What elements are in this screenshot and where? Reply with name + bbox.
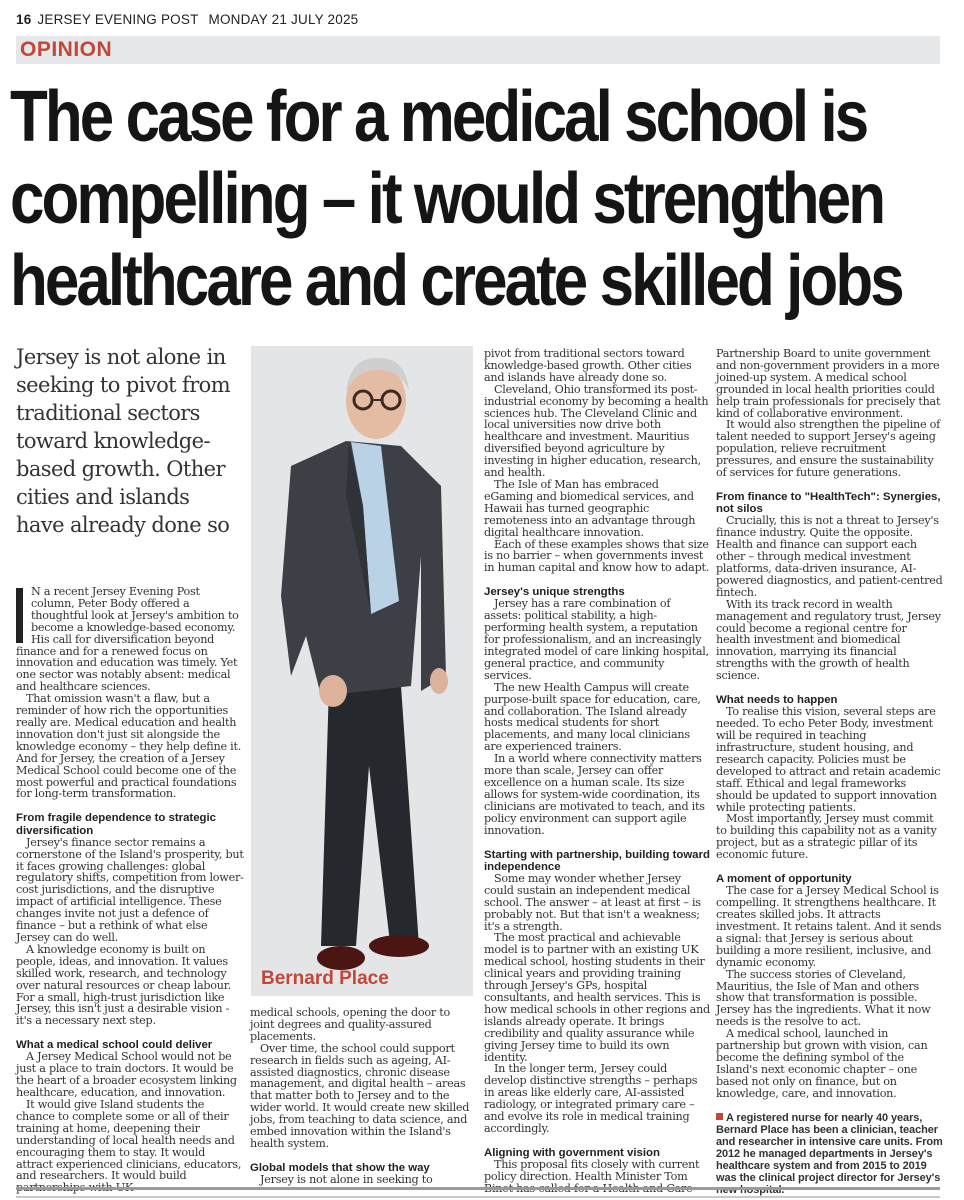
masthead	[16, 12, 358, 27]
section-label: OPINION	[20, 38, 113, 61]
standfirst: Jersey is not alone in seeking to pivot from traditional sectors toward knowledge-based growth. Other cities and islands have already done so	[16, 345, 231, 537]
subheading: From finance to "HealthTech": Synergies, not silos	[716, 490, 941, 516]
headline	[10, 76, 964, 322]
article-column-2	[250, 1007, 476, 1186]
paragraph: That omission wasn't a flaw, but a reminder of how rich the opportunities really are. Medical education and health innovation don't just sit alongside the knowledge economy – they help define it. And for Jersey, the creation of a Jersey Medical School could become one of the most powerful and practical foundations for long-term transformation.	[16, 692, 242, 801]
paragraph: With its track record in wealth management and regulatory trust, Jersey could become a regional centre for health investment and biomedical innovation, marrying its financial strengths with the growth of health science.	[716, 597, 941, 683]
section-bar	[16, 36, 940, 64]
paragraph: medical schools, opening the door to joint degrees and quality-assured placements.	[250, 1006, 451, 1043]
issue-date: MONDAY 21 JULY 2025	[208, 12, 359, 27]
paragraph: In a world where connectivity matters more than scale, Jersey can offer excellence on a human scale. Its size allows for system-wide coordination, its clinicians are motivated to teach, and its policy environment can support agile innovation.	[484, 752, 705, 837]
headline-line-2: compelling – it would strengthen	[10, 159, 884, 239]
subheading: Global models that show the way	[250, 1161, 430, 1174]
paragraph: The Isle of Man has embraced eGaming and biomedical services, and Hawaii has turned geographic remoteness into an advantage through digital healthcare innovation.	[484, 477, 696, 539]
paragraph: The success stories of Cleveland, Mauritius, the Isle of Man and others show that transformation is possible. Jersey has the ingredients. What it now needs is the resolve to act.	[716, 967, 931, 1029]
paragraph: Jersey has a rare combination of assets: political stability, a high-performing health system, a reputation for professionalism, and an increasingly integrated model of care linking hospital, general practice, and community services.	[484, 597, 709, 682]
article-column-4	[716, 348, 944, 1196]
paragraph: It would give Island students the chance to complete some or all of their training at home, deepening their understanding of local health needs and encouraging them to stay. It would attract experienced clinicians, educators, and researchers. It would build	[16, 1098, 242, 1183]
paragraph: A Jersey Medical School would not be just a place to train doctors. It would be the heart of a broader ecosystem linking healthcare, education, and innovation.	[16, 1050, 237, 1100]
paragraph: Jersey's finance sector remains a cornerstone of the Island's prosperity, but it faces growing challenges: global regulatory shifts, competition from lower-cost jurisdictions, and the disruptive impact of artificial intelligence. These changes invite not just a defence of finance – but a rethink of what else Jersey can do well.	[16, 835, 244, 944]
intro-paragraph: N a recent Jersey Evening Post column, Peter Body offered a thoughtful look at Jersey's ambition to become a knowledge-based economy. His call for diversification beyond finance and for a renewed focus on innovation and education was timely. Yet one sector was notably absent: medical and healthcare sciences.	[16, 585, 239, 694]
publication-name: JERSEY EVENING POST	[37, 12, 199, 27]
square-bullet-icon	[716, 1113, 723, 1120]
paragraph: Partnership Board to unite government and non-government providers in a more joined-up system. A medical school grounded in local health priorities could help train professionals for precisely that kind of collaborative environment.	[716, 347, 941, 420]
subheading: What needs to happen	[716, 694, 838, 707]
dropcap-letter-i	[16, 588, 23, 643]
paragraph: Crucially, this is not a threat to Jersey's finance industry. Quite the opposite. Health and finance can support each other – through medical investment platforms, data-driven insurance, AI-powered diagnostics, and patient-centred fintech.	[716, 514, 943, 599]
photo-caption: Bernard Place	[261, 968, 389, 989]
paragraph: Each of these examples shows that size is no barrier – when governments invest in human capital and know how to adapt.	[484, 537, 710, 575]
page-number: 16	[16, 12, 32, 27]
article-column-3	[484, 348, 710, 1195]
subheading: What a medical school could deliver	[16, 1039, 213, 1052]
paragraph: pivot from traditional sectors toward knowledge-based growth. Other cities and islands have already done so.	[484, 347, 692, 384]
bottom-rule	[16, 1187, 940, 1190]
paragraph: In the longer term, Jersey could develop distinctive strengths – perhaps in areas like elderly care, AI-assisted radiology, or integrated primary care – and evolve its role in medical training accordingly.	[484, 1062, 698, 1135]
paragraph: Jersey is not alone in seeking to	[260, 1173, 433, 1187]
subheading: Starting with partnership, building toward independence	[484, 848, 710, 873]
paragraph: It would also strengthen the pipeline of talent needed to support Jersey's ageing population, relieve recruitment pressures, and ensure the sustainability of services for future generations.	[716, 418, 941, 480]
paragraph: Over time, the school could support research in fields such as ageing, AI-assisted diagnostics, chronic disease management, and digital health – areas that matter both to Jersey and to the wider world. It would create new skilled jobs, from teaching to data science, and embed innovation within the Island's health system.	[250, 1041, 470, 1150]
paragraph: The new Health Campus will create purpose-built space for education, care, and collaboration. The Island already hosts medical students for short placements, and many local clinicians are experienced trainers.	[484, 680, 701, 754]
bottom-rule-secondary	[16, 1196, 940, 1198]
subheading: A moment of opportunity	[716, 873, 852, 886]
headline-line-1: The case for a medical school is	[10, 77, 867, 157]
author-photo	[251, 346, 473, 996]
author-bio: A registered nurse for nearly 40 years, Bernard Place has been a clinician, teacher and researcher in intensive care units. From 2012 he managed departments in Jersey's healthcare system and from 2015 to 2019 was the clinical project director for Jersey's	[716, 1111, 943, 1184]
portrait-illustration	[251, 346, 473, 996]
paragraph: Most importantly, Jersey must commit to building this capability not as a vanity project, but as a strategic pillar of its economic future.	[716, 812, 937, 862]
article-column-1	[16, 586, 244, 1194]
headline-line-3: healthcare and create skilled jobs	[10, 241, 902, 321]
subheading: From fragile dependence to strategic diversification	[16, 812, 217, 837]
paragraph: A knowledge economy is built on people, ideas, and innovation. It values skilled work, research, and technology over natural resources or cheap labour. For a small, high-trust jurisdiction like Jersey, this isn't just a desirable vision - it's a necessary next step.	[16, 942, 231, 1028]
paragraph: The case for a Jersey Medical School is compelling. It strengthens healthcare. It creates skilled jobs. It attracts investment. It retains talent. And it sends a signal: that Jersey is serious about building a more resilient, inclusive, and dynamic economy.	[716, 884, 942, 969]
paragraph: Some may wonder whether Jersey could sustain an independent medical school. The answer – at least at first – is probably not. But that isn't a weakness; it's a strength.	[484, 871, 701, 933]
subheading: Jersey's unique strengths	[484, 586, 625, 599]
paragraph: The most practical and achievable model is to partner with an existing UK medical school, hosting students in their clinical years and providing training through Jersey's GPs, hospital consultants, and health services. This is how medical schools in other regions and islands already operate. It brings credibility and quality assurance while giving Jersey time to build its own identity.	[484, 931, 710, 1064]
paragraph: To realise this vision, several steps are needed. To echo Peter Body, investment will be required in teaching infrastructure, student housing, and research capacity. Policies must be developed to attract and retain academic staff. Ethical and legal frameworks should be updated to support innovation while protecting patients.	[716, 705, 941, 814]
paragraph: A medical school, launched in partnership but grown with vision, can become the defining symbol of the Island's next economic chapter – one based not only on finance, but on knowledge, care, and innovation.	[716, 1027, 928, 1100]
paragraph: This proposal fits closely with current policy direction. Health Minister Tom	[484, 1158, 700, 1183]
subheading: Aligning with government vision	[484, 1146, 660, 1159]
paragraph: Cleveland, Ohio transformed its post-industrial economy by becoming a health sciences hub. The Cleveland Clinic and local universities now drive both healthcare and investment. Mauritius diversified beyond agriculture by investing in higher education, research, and health.	[484, 382, 709, 480]
